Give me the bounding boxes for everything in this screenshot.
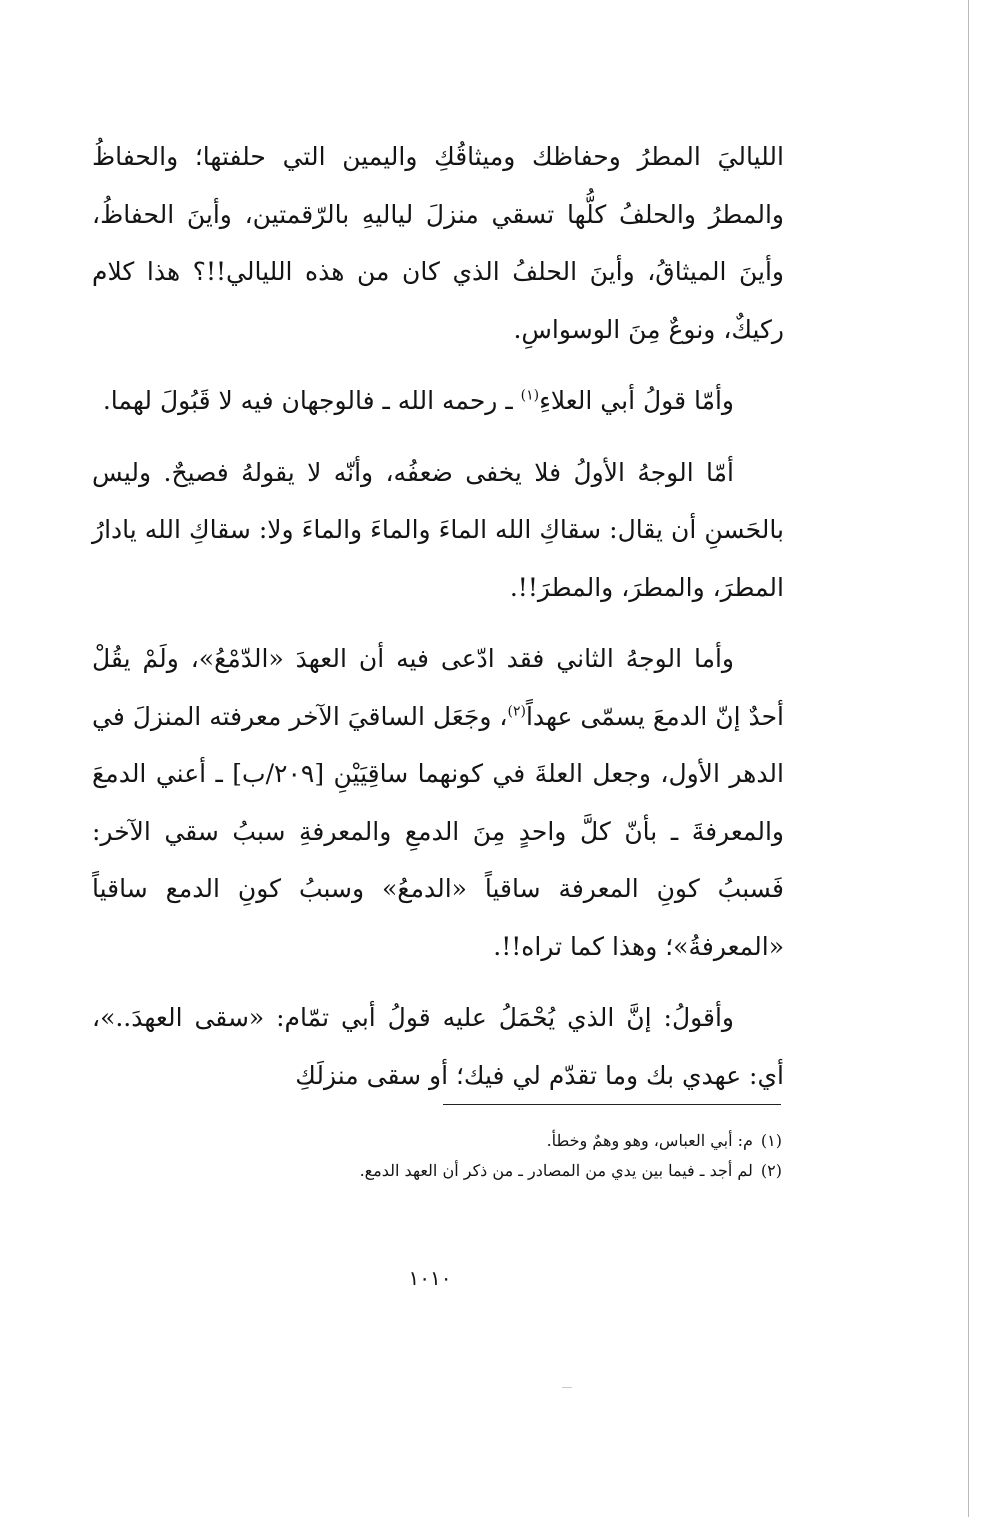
text-line: وسببُ كونِ الدمع ساقياً «المعرفةُ»؛ وهذا كما تراه!!. xyxy=(92,874,784,961)
paragraph-1 xyxy=(92,128,784,358)
main-text xyxy=(92,128,784,1118)
text-line: وأينَ الميثاقُ، وأينَ الحلفُ الذي كان من هذه الليالي!!؟ هذا xyxy=(146,257,784,286)
footnote-ref-1: (١) xyxy=(520,387,540,404)
text-line: وأقولُ: إنَّ الذي يُحْمَلُ عليه قولُ أبي تمّام: «سقى xyxy=(194,1003,734,1032)
footnote-number: (١) xyxy=(760,1131,782,1150)
paragraph-4 xyxy=(92,630,784,975)
text-line: المنزلَ في الدهر الأول، وجعل العلةَ في كونهما ساقِيَيْنِ xyxy=(92,701,784,788)
text-line: وليس بالحَسنِ أن يقال: سقاكِ الله الماءَ والماءَ والماءَ ولا: سقاكِ xyxy=(92,457,784,544)
scan-speck xyxy=(562,1387,572,1388)
footnote-text: م: أبي العباس، وهو وهمٌ وخطأ. xyxy=(546,1131,753,1150)
text-line: الله يادارُ المطرَ، والمطرَ، والمطرَ!!. xyxy=(92,515,784,602)
footnote-separator xyxy=(443,1104,781,1105)
paragraph-2 xyxy=(92,372,784,430)
page-number: ١٠١٠ xyxy=(408,1266,452,1290)
footnote-ref-2: (٢) xyxy=(507,703,526,720)
text-line: أحدٌ إنّ الدمعَ يسمّى عهداً xyxy=(525,701,784,731)
footnote-text: لم أجد ـ فيما بين يدي من المصادر ـ من ذكر أن العهد الدمع. xyxy=(359,1161,753,1180)
text-line: والمطرُ والحلفُ كلُّها تسقي منزلَ لياليهِ بالرّقمتين، وأينَ الحفاظُ، xyxy=(92,199,784,229)
text-line: العهدَ..»، أي: عهدي بك وما تقدّم لي فيك؛ أو سقى منزلَكِ xyxy=(92,1003,784,1090)
text-line: [٢٠٩/ب] ـ أعني الدمعَ والمعرفةَ ـ بأنّ كلَّ واحدٍ مِنَ الدمعِ xyxy=(92,759,784,846)
text-line: ـ رحمه الله ـ فالوجهان فيه لا قَبُولَ xyxy=(159,386,513,415)
footnote-number: (٢) xyxy=(760,1161,782,1180)
text-line: أمّا الوجهُ الأولُ فلا يخفى ضعفُه، وأنّه لا يقولهُ فصيحٌ. xyxy=(163,457,734,487)
footnote-2 xyxy=(150,1156,782,1186)
text-line: لهما. xyxy=(102,386,152,415)
scan-edge-line xyxy=(968,0,969,1517)
text-line: وأما الوجهُ الثاني فقد ادّعى فيه أن العهدَ «الدّمْعُ»، ولَمْ يقُلْ xyxy=(92,644,734,673)
text-line: ، وجَعَل الساقيَ الآخر معرفته xyxy=(209,701,508,731)
text-line: كلام ركيكٌ، ونوعٌ مِنَ الوسواسِ. xyxy=(92,257,784,344)
text-line: والمعرفةِ سببُ سقي الآخر: فَسببُ كونِ المعرفة ساقياً «الدمعُ» xyxy=(92,816,785,903)
paragraph-3 xyxy=(92,444,784,617)
footnote-1 xyxy=(150,1126,782,1156)
text-line: وأمّا قولُ أبي العلاءِ xyxy=(539,386,734,415)
text-line: اللياليَ المطرُ وحفاظك وميثاقُكِ واليمين التي حلفتها؛ والحفاظُ xyxy=(92,142,784,171)
paragraph-5 xyxy=(92,989,784,1104)
footnotes xyxy=(150,1126,782,1186)
